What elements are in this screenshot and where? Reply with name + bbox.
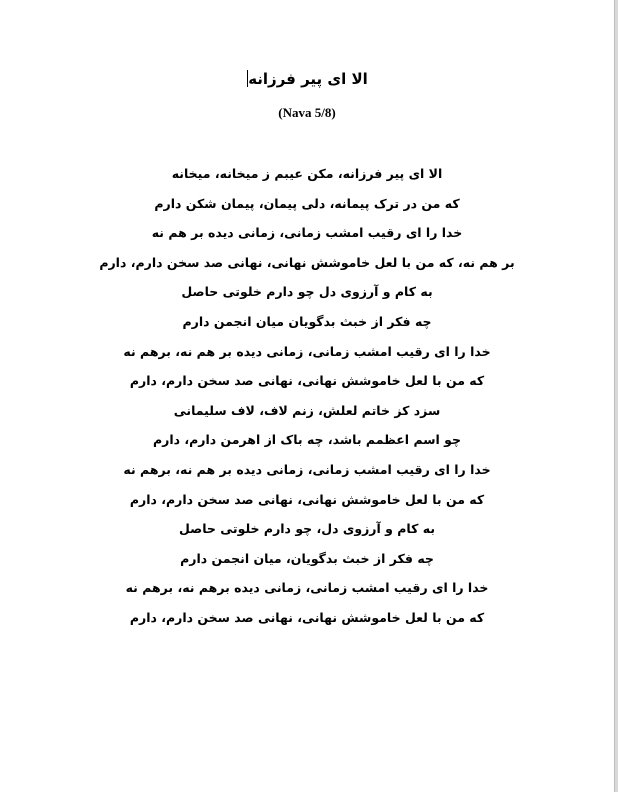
poem-line: به کام و آرزوی دل، چو دارم خلوتی حاصل bbox=[178, 521, 436, 537]
poem-line: بر هم نه، که من با لعل خاموشش نهانی، نهانی صد سخن دارم، دارم bbox=[99, 254, 515, 270]
poem-title-text: الا ای پیر فرزانه bbox=[248, 70, 368, 88]
poem-line: چو اسم اعظمم باشد، چه باک از اهرمن دارم، دارم bbox=[152, 432, 462, 448]
page-edge-border bbox=[614, 0, 618, 792]
poem-line: خدا را ای رقیب امشب زمانی، زمانی دیده بر هم نه bbox=[151, 225, 463, 241]
poem-line: به کام و آرزوی دل چو دارم خلوتی حاصل bbox=[181, 284, 433, 300]
poem-line: که من در ترک پیمانه، دلی پیمان، پیمان شکن دارم bbox=[154, 195, 460, 211]
poem-line: که من با لعل خاموشش نهانی، نهانی صد سخن دارم، دارم bbox=[129, 609, 485, 625]
poem-line: که من با لعل خاموشش نهانی، نهانی صد سخن دارم، دارم bbox=[129, 373, 485, 389]
poem-line: سزد کز خاتم لعلش، زنم لاف، لاف سلیمانی bbox=[173, 402, 441, 418]
poem-line: خدا را ای رقیب امشب زمانی، زمانی دیده بر هم نه، برهم نه bbox=[123, 343, 491, 359]
poem-line: چه فکر از خبث بدگویان میان انجمن دارم bbox=[182, 313, 432, 329]
poem-line: خدا را ای رقیب امشب زمانی، زمانی دیده بر هم نه، برهم نه bbox=[123, 461, 491, 477]
poem-line: چه فکر از خبث بدگویان، میان انجمن دارم bbox=[180, 550, 434, 566]
poem-body bbox=[0, 162, 614, 636]
poem-title[interactable] bbox=[0, 68, 614, 90]
poem-line: الا ای پیر فرزانه، مکن عیبم ز میخانه، میخانه bbox=[171, 166, 443, 181]
poem-subtitle: (Nava 5/8) bbox=[278, 105, 336, 120]
poem-line: که من با لعل خاموشش نهانی، نهانی صد سخن دارم، دارم bbox=[129, 491, 485, 507]
poem-line: خدا را ای رقیب امشب زمانی، زمانی دیده برهم نه، برهم نه bbox=[125, 580, 489, 596]
